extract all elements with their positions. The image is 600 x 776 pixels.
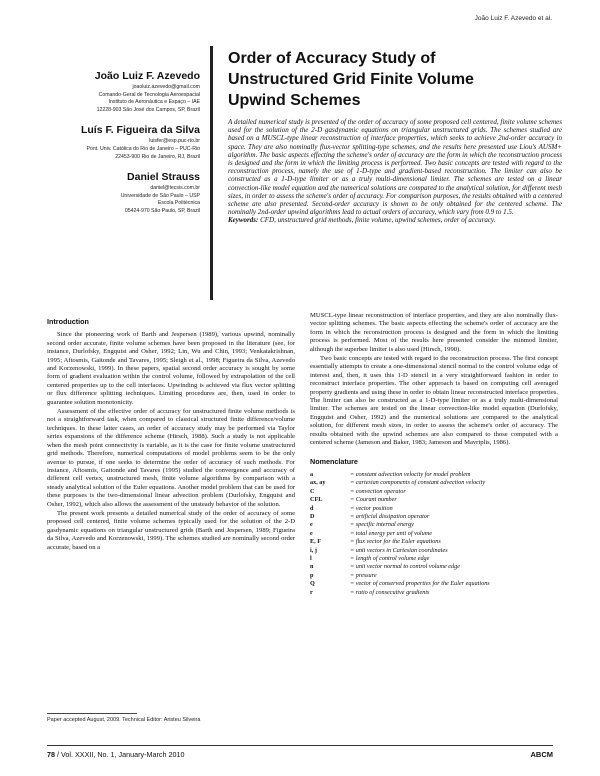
author-address: 22453-900 Rio de Janeiro, RJ, Brazil <box>115 153 200 160</box>
journal-logo-text: ABCM <box>530 750 553 759</box>
abstract <box>228 118 562 225</box>
author-address: 05424-970 São Paulo, SP, Brazil <box>124 207 200 214</box>
author-email[interactable]: joaoluiz.azevedo@gmail.com <box>132 84 200 90</box>
nomenclature-symbol: i, j <box>310 546 317 554</box>
keywords-label: Keywords: <box>228 216 259 225</box>
author-name: Daniel Strauss <box>127 171 200 184</box>
nomenclature-definition: = specific internal energy <box>350 521 414 529</box>
footnote-rule <box>47 713 137 714</box>
author-name: Luís F. Figueira da Silva <box>80 124 200 137</box>
volume-info: / Vol. XXXII, No. 1, January-March 2010 <box>57 750 185 759</box>
author-affiliation: Instituto de Aeronáutica e Espaço – IAE <box>108 99 200 106</box>
section-heading-nomenclature: Nomenclature <box>310 456 358 466</box>
title-line: Upwind Schemes <box>228 92 361 109</box>
nomenclature-definition: = ratio of consecutive gradients <box>350 588 430 596</box>
paragraph: The present work presents a detailed numerical study of the order of accuracy of some proposed cell centered, finite volume schemes typically used for the solution of the 2-D gasdynamic equations on triangular unstructured grids (Barth and Jespersen, 1989; Figueira da Silva, Azevedo and Korzenowski, 1999). The schemes studied are nominally second order accurate, based on a <box>47 509 295 551</box>
nomenclature-row <box>310 530 558 538</box>
author-email[interactable]: luisfer@esp.puc-rio.br <box>149 138 200 145</box>
nomenclature-symbol: Q <box>310 580 315 588</box>
nomenclature-definition: = unit vector normal to control volume edge <box>350 563 460 571</box>
nomenclature-definition: = constant advection velocity for model problem <box>350 470 471 478</box>
nomenclature-symbol: e <box>310 521 313 529</box>
nomenclature-row <box>310 538 558 546</box>
paragraph: Assessment of the effective order of accuracy for unstructured finite volume methods is not a straightforward task, when compared to classical structured finite difference/volume techniques. In these latter cases, an order of accuracy study may be performed via Taylor series expansions of the difference scheme (Hirsch, 1988). Such a study is not applicable when the mesh point connectivity is variable, as it is the case for finite volume unstructured grid methods. Therefore, numerical computations of model problems seem to be the only avenue to pursue, if one seeks to determine the order of accuracy of such methods. For instance, Aftosmis, Gaitonde and Tavares (1995) studied the convergence and accuracy of different cell vertex, unstructured mesh, finite volume algorithms by comparison with a steady analytical solution of the Euler equations. Another model problem that can be used for these purposes is the two-dimensional linear advection problem (Durlofsky, Engquist and Osher, 1992), which also allows the assessment of the unsteady behavior of the solution. <box>47 408 295 508</box>
page-number: 78 <box>47 750 55 759</box>
author-affiliation: Universidade de São Paulo – USP <box>120 192 200 199</box>
nomenclature-definition: = artificial dissipation operator <box>350 512 430 520</box>
nomenclature-symbol: C <box>310 487 315 495</box>
paragraph: Two basic concepts are tested with regard to the reconstruction process. The first concept essentially attempts to create a one-dimensional stencil normal to the control volume edge of interest and, then, it uses this 1-D stencil in a very straightforward fashion in order to reconstruct interface properties. The other approach is based on computing cell averaged property gradients and using these in order to obtain linear reconstructed interface properties. The limiter can also be constructed as a 1-D-type limiter or as a truly multi-dimensional limiter. The schemes are tested on the linear convection-like model equation (Durlofsky, Engquist and Osher, 1992) and the numerical solutions are compared to the analytical solution, for different mesh sizes, in order to assess the scheme's order of accuracy. The results obtained with the upwind schemes are also compared to those computed with a centered scheme (Jameson and Baker, 1983; Jameson and Mavriplis, 1986). <box>310 355 558 447</box>
nomenclature-list <box>310 471 558 597</box>
nomenclature-symbol: CFL <box>310 496 323 504</box>
section-heading-introduction: Introduction <box>47 317 89 326</box>
nomenclature-row <box>310 555 558 563</box>
nomenclature-symbol: n <box>310 563 314 571</box>
nomenclature-row <box>310 479 558 487</box>
paper-title <box>228 48 558 111</box>
keywords-text: CFD, unstructured grid methods, finite volume, upwind schemes, order of accuracy. <box>260 216 496 225</box>
author-name: João Luiz F. Azevedo <box>94 70 200 82</box>
nomenclature-symbol: D <box>310 512 315 520</box>
nomenclature-definition: = vector of conserved properties for the Euler equations <box>350 580 490 588</box>
author-block <box>42 171 200 215</box>
title-line: Unstructured Grid Finite Volume <box>228 71 474 88</box>
footnote: Paper accepted August, 2009. Technical Editor: Aristeu Silveira <box>47 717 201 723</box>
page-footer <box>47 750 184 759</box>
nomenclature-definition: = convection operator <box>350 487 406 495</box>
abstract-text: A detailed numerical study is presented of the order of accuracy of some proposed cell centered, finite volume schemes used for the solution of the 2-D gasdynamic equations on triangular unstructured grids. The schemes studied are based on a MUSCL-type linear reconstruction of interface properties, which seeks to achieve 2nd-order accuracy in space. They are also nominally flux-vector splitting-type schemes, and the results here presented use Liou's AUSM+ algorithm. The basic aspects effecting the scheme's order of accuracy are the form in which the reconstruction process is designed and the form in which the limiting process is performed. Two basic concepts are tested with regard to the reconstruction process, namely the use of 1-D-type and gradient-based reconstruction. The limiter can also be constructed as a 1-D-type limiter or as a truly multi-dimensional limiter. The schemes are tested on a linear convection-like model equation and the numerical solutions are compared to the analytical solution, for different mesh sizes, in order to assess the scheme's order of accuracy. For comparison purposes, the results obtained with a centered scheme are also presented. Second-order accuracy is shown to be only obtained for the centered scheme. The nominally 2nd-order upwind algorithms lead to actual orders of accuracy, which vary from 0.9 to 1.5. <box>228 118 562 217</box>
author-email[interactable]: daniel@tecsis.com.br <box>150 185 200 192</box>
nomenclature-definition: = Courant number <box>350 496 397 504</box>
nomenclature-row <box>310 488 558 496</box>
author-address: 12228-903 São José dos Campos, SP, Brazil <box>96 106 200 113</box>
nomenclature-row <box>310 572 558 580</box>
paragraph: MUSCL-type linear reconstruction of interface properties, and they are also nominally flux-vector splitting schemes. The basic aspects effecting the scheme's order of accuracy are the form in which the reconstruction process is designed and the form in which the limiting process is performed. Most of the results here presented consider the minmod limiter, although the superbee limiter is also used (Hirsch, 1990). <box>310 312 558 353</box>
right-column <box>310 312 558 597</box>
author-affiliation: Pont. Univ. Católica do Rio de Janeiro – PUC-Rio <box>86 145 200 152</box>
running-head: João Luiz F. Azevedo et al. <box>474 15 552 22</box>
author-block <box>42 124 200 161</box>
nomenclature-symbol: a <box>310 470 314 478</box>
nomenclature-symbol: l <box>310 554 312 562</box>
nomenclature-row <box>310 513 558 521</box>
nomenclature-symbol: ax, ay <box>310 479 326 487</box>
nomenclature-definition: = length of control volume edge <box>350 554 430 562</box>
author-column <box>42 70 200 226</box>
footer-rule <box>47 745 553 746</box>
nomenclature-definition: = vector position <box>350 504 393 512</box>
nomenclature-symbol: e <box>310 529 313 537</box>
nomenclature-row <box>310 521 558 529</box>
nomenclature-row <box>310 563 558 571</box>
author-block <box>42 70 200 114</box>
author-affiliation: Escola Politécnica <box>157 200 200 207</box>
nomenclature-symbol: r <box>310 588 313 596</box>
nomenclature-row <box>310 547 558 555</box>
nomenclature-row <box>310 589 558 597</box>
nomenclature-definition: = unit vectors in Cartesian coordinates <box>350 546 448 554</box>
nomenclature-row <box>310 505 558 513</box>
nomenclature-row <box>310 471 558 479</box>
nomenclature-definition: = pressure <box>350 571 377 579</box>
keywords <box>228 216 562 224</box>
title-divider <box>210 46 213 300</box>
nomenclature-row <box>310 580 558 588</box>
nomenclature-definition: = total energy per unit of volume <box>350 529 432 537</box>
paragraph: Since the pioneering work of Barth and Jespersen (1989), various upwind, nominally second order accurate, finite volume schemes have been proposed in the literature (see, for instance, Durlofsky, Engquist and Osher, 1992; Lin, Wu and Chin, 1993; Venkatakrishnan, 1995; Aftosmis, Gaitonde and Tavares, 1995; Sleigh et al., 1998; Figueira da Silva, Azevedo and Korzenowski, 1999). In these papers, spatial second order accuracy is sought by some form of gradient evaluation within the control volume, followed by extrapolation of the cell centered properties up to the cell interfaces. Upwinding is achieved via flux vector splitting or flux difference splitting techniques. Limiting procedures are, then, used in order to guarantee solution monotonicity. <box>47 331 295 406</box>
nomenclature-definition: = flux vector for the Euler equations <box>350 538 441 546</box>
nomenclature-row <box>310 496 558 504</box>
nomenclature-definition: = cartesian components of constant advection velocity <box>350 479 486 487</box>
author-affiliation: Comando-Geral de Tecnologia Aeroespacial <box>98 91 200 98</box>
nomenclature-symbol: d <box>310 504 314 512</box>
title-line: Order of Accuracy Study of <box>228 50 436 67</box>
nomenclature-symbol: p <box>310 571 314 579</box>
nomenclature-symbol: E, F <box>310 538 322 546</box>
left-column <box>47 318 295 553</box>
